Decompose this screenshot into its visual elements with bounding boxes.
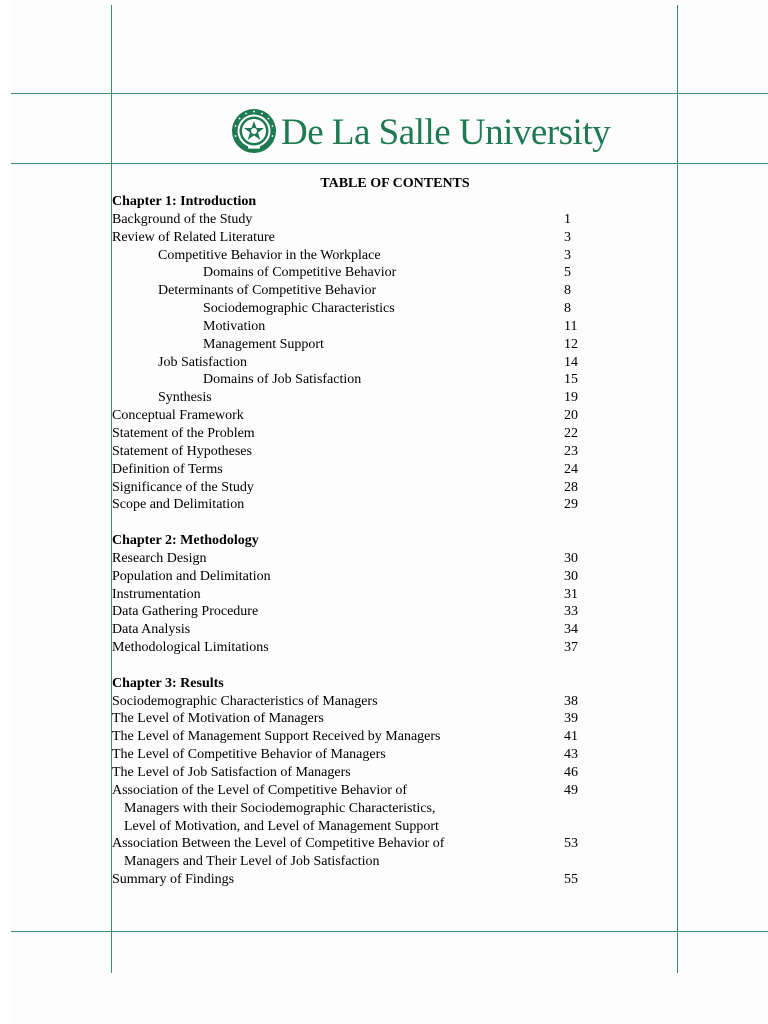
- toc-entry: [112, 728, 612, 746]
- toc-entry-page: 38: [564, 693, 578, 709]
- toc-entry: [112, 229, 612, 247]
- toc-entry: [112, 461, 612, 479]
- toc-entry-page: 15: [564, 372, 578, 388]
- toc-entry: [112, 389, 612, 407]
- toc-entry-label: The Level of Job Satisfaction of Managers: [112, 765, 351, 780]
- toc-entry-label: Research Design: [112, 550, 207, 566]
- toc-entry-page: 12: [564, 336, 578, 352]
- toc-entry-label: Domains of Job Satisfaction: [203, 372, 362, 388]
- toc-entry-label: Competitive Behavior in the Workplace: [158, 247, 381, 263]
- toc-entry-page: 11: [564, 318, 578, 334]
- toc-entry: [112, 282, 612, 300]
- toc-entry-page: 39: [564, 711, 578, 727]
- toc-entry-label: Managers and Their Level of Job Satisfaction: [124, 854, 380, 870]
- toc-entry-page: 30: [564, 568, 578, 584]
- toc-entry-label: Significance of the Study: [112, 479, 254, 495]
- table-of-contents: [112, 193, 612, 889]
- toc-entry-label: Background of the Study: [112, 211, 253, 227]
- university-logo: [231, 106, 610, 156]
- toc-entry: [112, 550, 612, 568]
- toc-entry-label: Association of the Level of Competitive Behavior of: [112, 782, 408, 798]
- toc-title: TABLE OF CONTENTS: [320, 176, 470, 191]
- toc-entry-page: 53: [564, 836, 578, 852]
- toc-spacer: [112, 657, 612, 675]
- toc-entry-page: 29: [564, 497, 578, 513]
- toc-entry-label: Motivation: [203, 318, 266, 334]
- guide-line-right: [677, 5, 678, 973]
- toc-entry-page: 3: [564, 229, 571, 245]
- toc-entry-page: 30: [564, 550, 578, 566]
- toc-entry: [112, 371, 612, 389]
- toc-entry-page: 1: [564, 211, 571, 227]
- toc-entry-page: 8: [564, 301, 571, 317]
- toc-entry-page: 37: [564, 640, 578, 656]
- toc-entry-label: Scope and Delimitation: [112, 497, 245, 513]
- chapter-heading: [112, 675, 612, 693]
- toc-entry-page: 46: [564, 765, 578, 780]
- toc-entry: [112, 496, 612, 514]
- toc-entry-label: Chapter 2: Methodology: [112, 533, 259, 549]
- toc-entry: [112, 835, 612, 853]
- toc-entry-page: 22: [564, 425, 578, 441]
- toc-entry: [112, 693, 612, 711]
- toc-entry: [112, 354, 612, 372]
- toc-entry-label: Determinants of Competitive Behavior: [158, 283, 377, 299]
- toc-entry-label: Chapter 1: Introduction: [112, 194, 257, 209]
- toc-entry-label: Domains of Competitive Behavior: [203, 265, 397, 281]
- toc-entry-label: Statement of the Problem: [112, 425, 255, 441]
- toc-entry-page: 14: [564, 354, 578, 370]
- toc-entry: [112, 586, 612, 604]
- toc-entry: [112, 764, 612, 782]
- toc-entry-page: 55: [564, 872, 578, 888]
- toc-entry-page: 5: [564, 265, 571, 281]
- toc-entry-page: 49: [564, 782, 578, 798]
- toc-entry-label: Level of Motivation, and Level of Management Support: [124, 818, 439, 834]
- toc-entry-page: 3: [564, 247, 571, 263]
- toc-entry: [112, 853, 612, 871]
- toc-entry-page: 20: [564, 408, 578, 424]
- toc-entry: [112, 425, 612, 443]
- toc-entry-label: The Level of Motivation of Managers: [112, 711, 324, 727]
- toc-entry-page: 33: [564, 604, 578, 620]
- chapter-heading: [112, 193, 612, 211]
- toc-spacer: [112, 514, 612, 532]
- toc-entry-label: Population and Delimitation: [112, 568, 271, 584]
- university-seal-icon: [231, 108, 277, 154]
- toc-entry-label: Sociodemographic Characteristics: [203, 301, 395, 317]
- toc-entry: [112, 479, 612, 497]
- toc-entry-page: 34: [564, 622, 578, 638]
- toc-entry-label: Instrumentation: [112, 586, 201, 602]
- toc-entry: [112, 818, 612, 836]
- toc-entry-page: 23: [564, 443, 578, 459]
- toc-entry-label: Association Between the Level of Competitive Behavior of: [112, 836, 445, 852]
- toc-entry: [112, 211, 612, 229]
- guide-line-header: [11, 163, 768, 164]
- guide-line-top: [11, 93, 768, 94]
- toc-entry-label: Job Satisfaction: [158, 354, 248, 370]
- toc-entry-label: Summary of Findings: [112, 872, 235, 888]
- toc-entry-label: Methodological Limitations: [112, 640, 269, 656]
- university-name: De La Salle University: [281, 111, 611, 153]
- toc-entry: [112, 782, 612, 800]
- toc-entry: [112, 568, 612, 586]
- toc-entry-page: 41: [564, 729, 578, 745]
- toc-entry-label: Chapter 3: Results: [112, 675, 224, 691]
- toc-entry-label: The Level of Competitive Behavior of Managers: [112, 747, 386, 763]
- toc-entry: [112, 318, 612, 336]
- toc-entry-label: Review of Related Literature: [112, 229, 275, 245]
- toc-entry: [112, 264, 612, 282]
- toc-entry-label: Sociodemographic Characteristics of Managers: [112, 693, 378, 709]
- toc-entry-page: 8: [564, 283, 571, 299]
- toc-entry-page: 31: [564, 586, 578, 602]
- toc-entry: [112, 247, 612, 265]
- toc-entry: [112, 443, 612, 461]
- toc-entry-label: Conceptual Framework: [112, 408, 244, 424]
- toc-entry: [112, 336, 612, 354]
- toc-entry: [112, 746, 612, 764]
- chapter-heading: [112, 532, 612, 550]
- toc-entry: [112, 639, 612, 657]
- toc-entry-label: Management Support: [203, 336, 324, 352]
- toc-entry-page: 19: [564, 390, 578, 406]
- toc-entry-page: 28: [564, 479, 578, 495]
- toc-entry: [112, 871, 612, 889]
- toc-entry-label: Data Analysis: [112, 622, 191, 638]
- toc-entry-label: Definition of Terms: [112, 461, 223, 477]
- toc-entry: [112, 603, 612, 621]
- toc-entry-label: Synthesis: [158, 390, 212, 406]
- toc-entry-page: 24: [564, 461, 578, 477]
- toc-entry: [112, 407, 612, 425]
- toc-entry-label: Data Gathering Procedure: [112, 604, 259, 620]
- toc-entry-page: 43: [564, 747, 578, 763]
- toc-entry-label: Managers with their Sociodemographic Characteristics,: [124, 800, 436, 816]
- toc-entry: [112, 800, 612, 818]
- toc-entry-label: Statement of Hypotheses: [112, 443, 252, 459]
- guide-line-bottom: [11, 931, 768, 932]
- toc-entry: [112, 621, 612, 639]
- toc-entry-label: The Level of Management Support Received by Managers: [112, 729, 441, 745]
- toc-entry: [112, 710, 612, 728]
- toc-entry: [112, 300, 612, 318]
